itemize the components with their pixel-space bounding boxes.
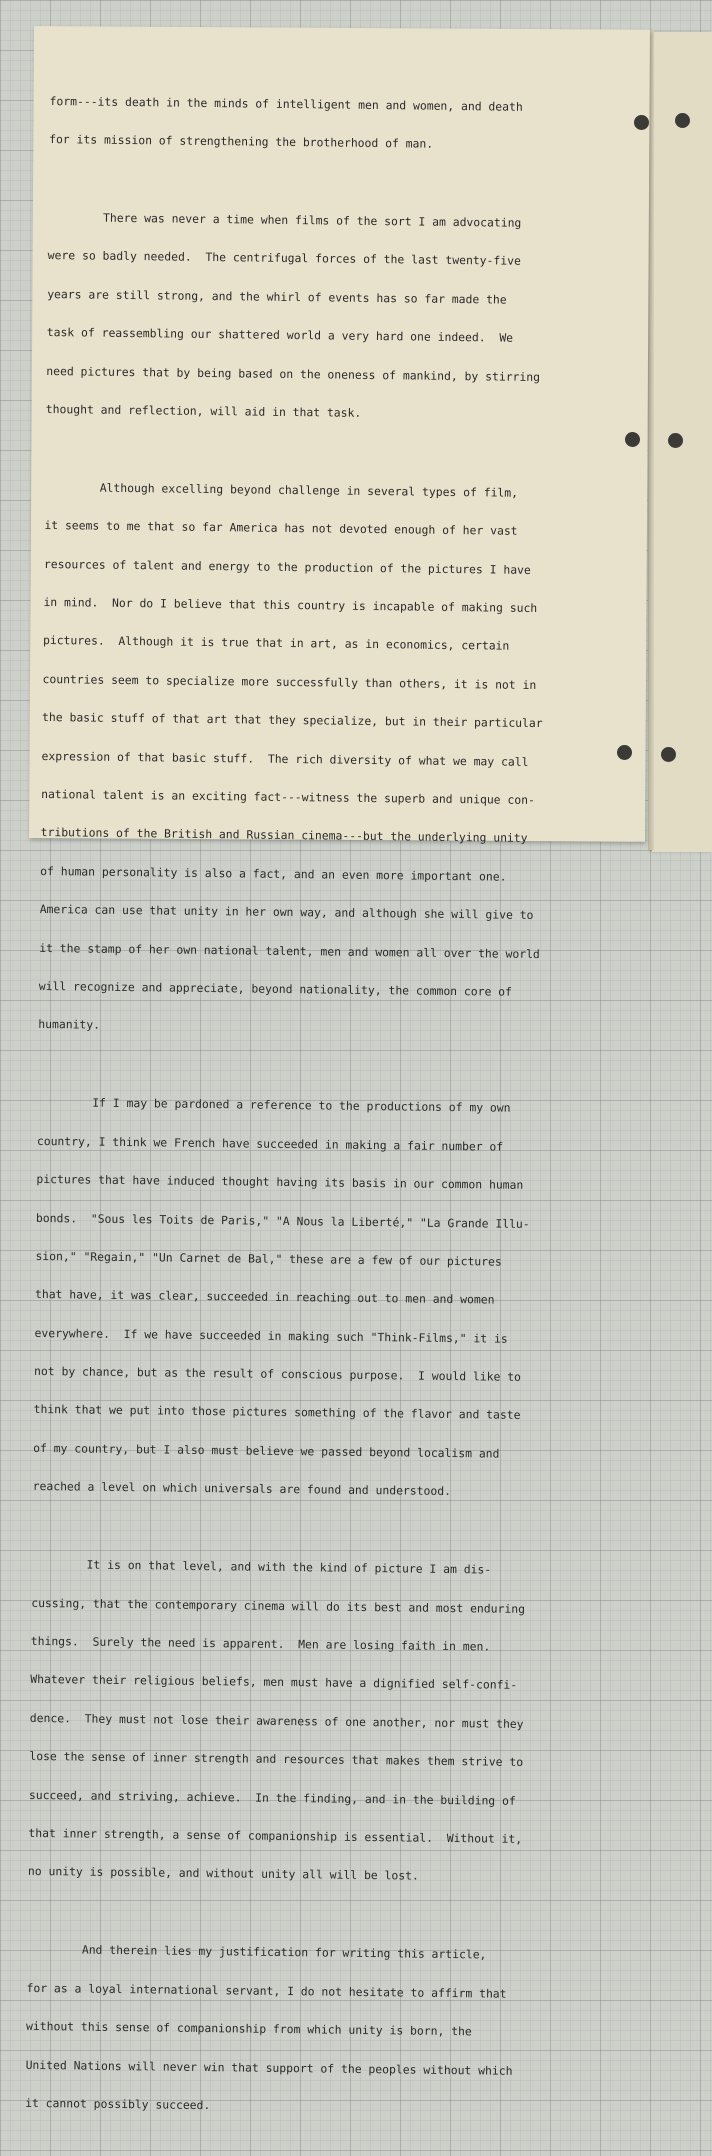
- paragraph-2: [45, 185, 593, 448]
- text-line: pictures. Although it is true that in art, as in economics, certain: [42, 633, 510, 654]
- text-line: that inner strength, a sense of companionship is essential. Without it,: [28, 1825, 523, 1846]
- text-line: reached a level on which universals are found and understood.: [32, 1479, 452, 1499]
- text-line: national talent is an exciting fact---witness the superb and unique con-: [41, 786, 535, 808]
- text-line: humanity.: [38, 1017, 101, 1033]
- text-line: pictures that have induced thought having its basis in our common human: [36, 1172, 524, 1193]
- article-body: [25, 69, 595, 2156]
- paragraph-5: [28, 1533, 577, 1911]
- text-line: in mind. Nor do I believe that this country is incapable of making such: [43, 595, 538, 616]
- binder-hole-bottom-right: [661, 747, 676, 762]
- binder-hole-middle-right: [668, 433, 683, 448]
- paragraph-1: [49, 69, 595, 178]
- paragraph-3: [38, 455, 590, 1063]
- text-line: thought and reflection, will aid in that task.: [45, 401, 362, 420]
- text-line: were so badly needed. The centrifugal forces of the last twenty-five: [47, 248, 521, 269]
- text-line: not by chance, but as the result of conscious purpose. I would like to: [34, 1363, 522, 1384]
- text-line: lose the sense of inner strength and resources that makes them strive to: [29, 1749, 524, 1770]
- text-line: dence. They must not lose their awareness of one another, nor must they: [29, 1710, 524, 1731]
- text-line: that have, it was clear, succeeded in reaching out to men and women: [34, 1287, 495, 1307]
- binder-hole-bottom-left: [617, 745, 632, 760]
- text-line: United Nations will never win that support of the peoples without which: [25, 2057, 513, 2078]
- text-line: it cannot possibly succeed.: [25, 2095, 211, 2113]
- text-line: Whatever their religious beliefs, men must have a dignified self-confi-: [30, 1672, 518, 1693]
- text-line: it seems to me that so far America has not devoted enough of her vast: [44, 518, 518, 539]
- paragraph-4: [32, 1071, 582, 1526]
- text-line: of my country, but I also must believe we passed beyond localism and: [33, 1440, 500, 1461]
- text-line: bonds. "Sous les Toits de Paris," "A Nous la Liberté," "La Grande Illu-: [35, 1210, 530, 1231]
- text-line: sion," "Regain," "Un Carnet de Bal," these are a few of our pictures: [35, 1248, 502, 1269]
- text-line: everywhere. If we have succeeded in making such "Think-Films," it is: [34, 1325, 508, 1346]
- binder-hole-top-left: [634, 115, 649, 130]
- text-line: succeed, and striving, achieve. In the finding, and in the building of: [28, 1787, 516, 1808]
- text-line: There was never a time when films of the sort I am advocating: [48, 209, 522, 230]
- text-line: form---its death in the minds of intelligent men and women, and death: [49, 93, 523, 114]
- binder-hole-top-right: [675, 113, 690, 128]
- text-line: task of reassembling our shattered world a very hard one indeed. We: [46, 325, 514, 345]
- text-line: It is on that level, and with the kind of picture I am dis-: [31, 1557, 492, 1577]
- text-line: need pictures that by being based on the oneness of mankind, by stirring: [46, 363, 541, 384]
- text-line: country, I think we French have succeeded in making a fair number of: [36, 1133, 504, 1154]
- text-line: things. Surely the need is apparent. Men are losing faith in men.: [30, 1633, 491, 1654]
- text-line: expression of that basic stuff. The rich diversity of what we may call: [41, 748, 529, 769]
- text-line: of human personality is also a fact, and an even more important one.: [40, 863, 507, 884]
- text-line: countries seem to specialize more successfully than others, it is not in: [42, 671, 537, 692]
- text-line: cussing, that the contemporary cinema will do its best and most enduring: [31, 1595, 526, 1616]
- text-line: no unity is possible, and without unity all will be lost.: [27, 1864, 419, 1884]
- text-line: without this sense of companionship from which unity is born, the: [26, 2018, 472, 2039]
- text-line: resources of talent and energy to the production of the pictures I have: [43, 556, 531, 577]
- text-line: think that we put into those pictures something of the flavor and taste: [33, 1402, 521, 1423]
- text-line: for its mission of strengthening the brotherhood of man.: [49, 131, 434, 151]
- text-line: And therein lies my justification for writing this article,: [26, 1942, 487, 1962]
- binder-hole-middle-left: [625, 432, 640, 447]
- text-line: America can use that unity in her own way, and although she will give to: [39, 902, 534, 923]
- text-line: it the stamp of her own national talent, men and women all over the world: [39, 940, 540, 961]
- text-line: If I may be pardoned a reference to the productions of my own: [37, 1095, 511, 1116]
- text-line: will recognize and appreciate, beyond nationality, the common core of: [38, 978, 513, 999]
- text-line: Although excelling beyond challenge in several types of film,: [44, 479, 519, 500]
- text-line: for as a loyal international servant, I do not hesitate to affirm that: [26, 1980, 507, 2001]
- text-line: tributions of the British and Russian cinema---but the underlying unity: [40, 825, 528, 846]
- text-line: the basic stuff of that art that they specialize, but in their particular: [41, 710, 543, 731]
- paragraph-6: [25, 1918, 573, 2142]
- text-line: years are still strong, and the whirl of events has so far made the: [47, 286, 507, 307]
